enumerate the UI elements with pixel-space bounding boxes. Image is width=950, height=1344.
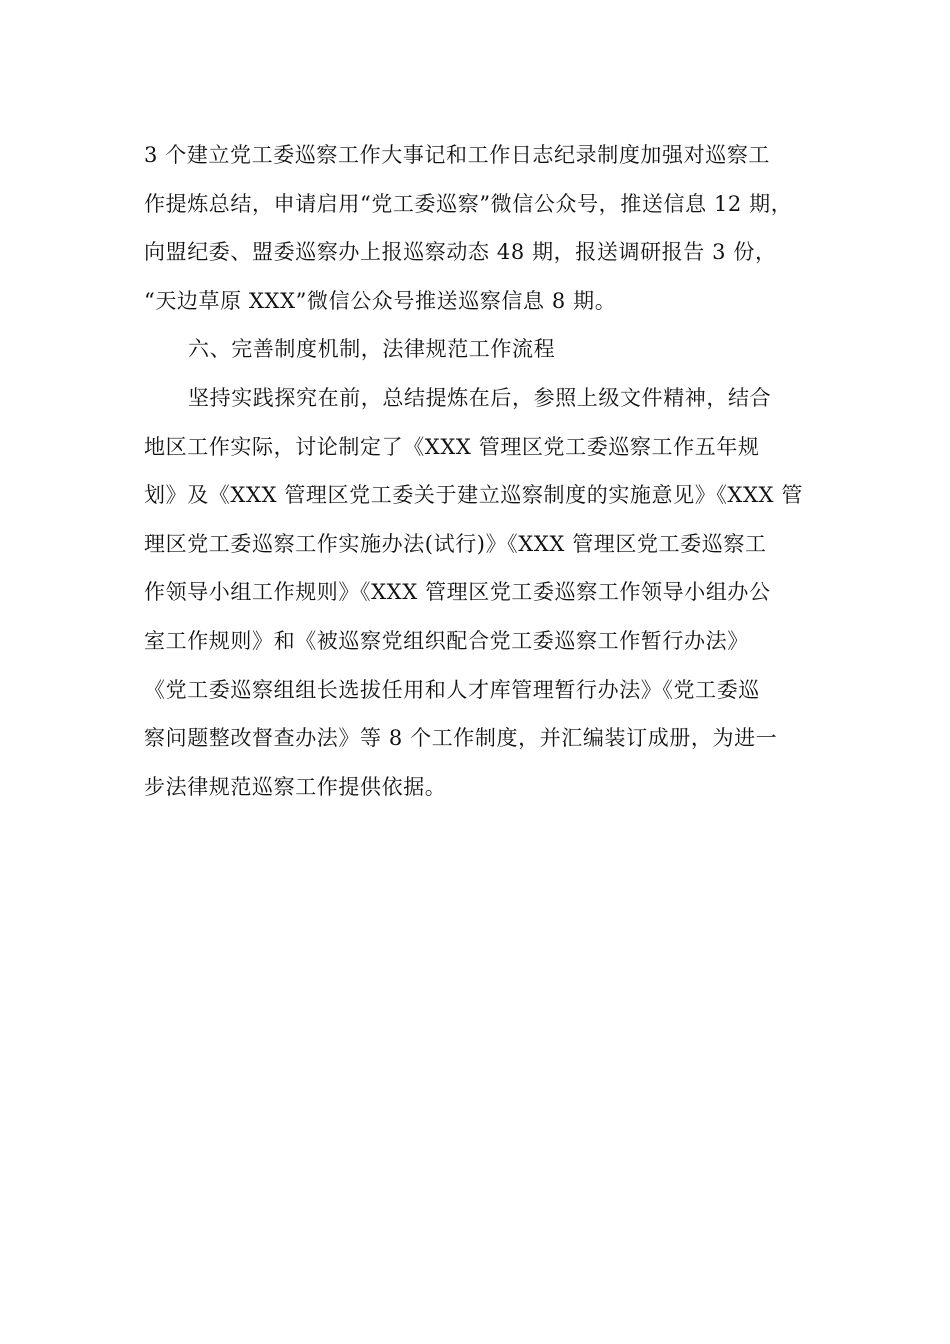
paragraph-line: 理区党工委巡察工作实施办法(试行)》《XXX 管理区党工委巡察工 — [144, 531, 767, 556]
paragraph-line: 作领导小组工作规则》《XXX 管理区党工委巡察工作领导小组办公 — [144, 580, 771, 605]
paragraph-line: “天边草原 XXX”微信公众号推送巡察信息 8 期。 — [144, 288, 617, 313]
paragraph-line: 3 个建立党工委巡察工作大事记和工作日志纪录制度加强对巡察工 — [144, 143, 771, 167]
paragraph-line: 察问题整改督查办法》等 8 个工作制度，并汇编装订成册，为进一 — [144, 726, 778, 751]
paragraph-line: 步法律规范巡察工作提供依据。 — [144, 774, 447, 799]
paragraph-line: 《党工委巡察组组长选拔任用和人才库管理暂行办法》《党工委巡 — [144, 677, 760, 702]
document-body — [144, 131, 810, 811]
paragraph-line: 作提炼总结，申请启用“党工委巡察”微信公众号，推送信息 12 期， — [144, 191, 793, 216]
section-heading: 六、完善制度机制，法律规范工作流程 — [188, 337, 556, 362]
paragraph-line: 向盟纪委、盟委巡察办上报巡察动态 48 期，报送调研报告 3 份， — [144, 240, 777, 265]
paragraph-line: 坚持实践探究在前，总结提炼在后，参照上级文件精神，结合 — [188, 385, 772, 410]
paragraph-line: 划》及《XXX 管理区党工委关于建立巡察制度的实施意见》《XXX 管 — [144, 483, 803, 508]
paragraph-line: 地区工作实际，讨论制定了《XXX 管理区党工委巡察工作五年规 — [144, 434, 760, 459]
paragraph-line: 室工作规则》和《被巡察党组织配合党工委巡察工作暂行办法》 — [144, 628, 749, 653]
